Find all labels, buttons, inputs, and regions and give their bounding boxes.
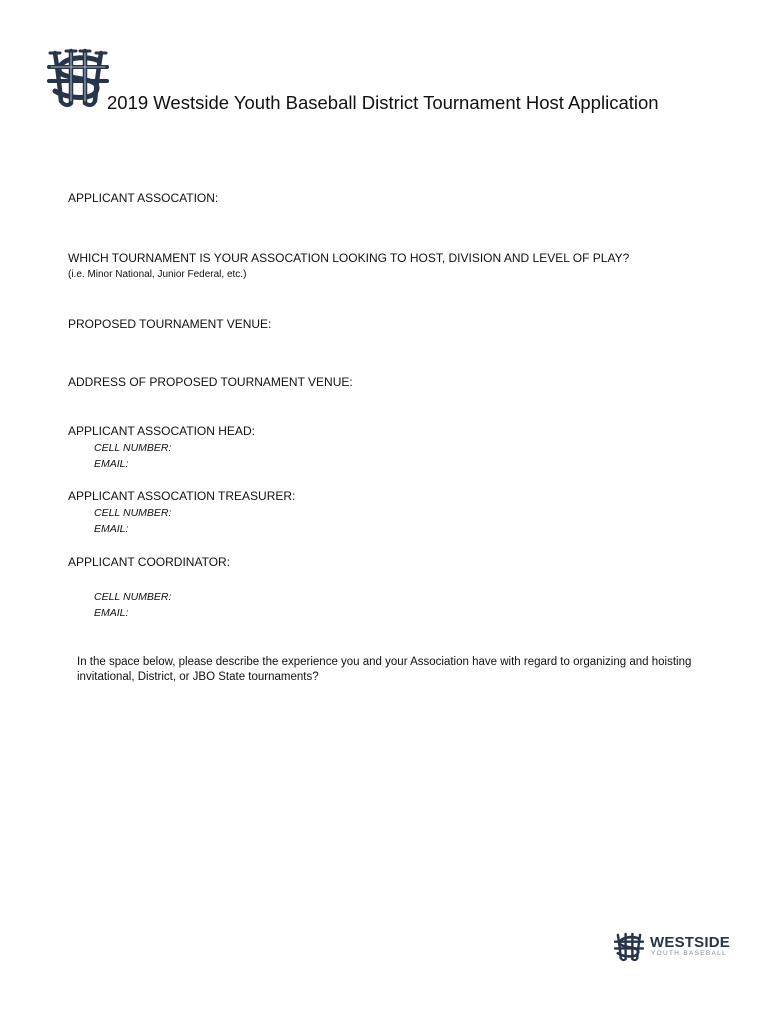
westside-logo-icon [47, 45, 109, 109]
applicant-coordinator-email-label: EMAIL: [94, 607, 129, 619]
westside-logo-icon [614, 931, 644, 962]
footer-brand-subtitle: YOUTH BASEBALL [651, 950, 727, 957]
applicant-association-label: APPLICANT ASSOCATION: [68, 191, 219, 205]
applicant-coordinator-label: APPLICANT COORDINATOR: [68, 555, 231, 569]
association-treasurer-email-label: EMAIL: [94, 523, 129, 535]
page-title: 2019 Westside Youth Baseball District Tournament Host Application [107, 92, 659, 113]
applicant-coordinator-cell-label: CELL NUMBER: [94, 591, 172, 603]
association-treasurer-cell-label: CELL NUMBER: [94, 507, 172, 519]
association-treasurer-label: APPLICANT ASSOCATION TREASURER: [68, 489, 296, 503]
association-head-email-label: EMAIL: [94, 458, 129, 470]
which-tournament-label: WHICH TOURNAMENT IS YOUR ASSOCATION LOOKING TO HOST, DIVISION AND LEVEL OF PLAY? [68, 251, 630, 265]
association-head-label: APPLICANT ASSOCATION HEAD: [68, 424, 255, 438]
venue-address-label: ADDRESS OF PROPOSED TOURNAMENT VENUE: [68, 375, 353, 389]
footer-brand-name: WESTSIDE [650, 934, 730, 951]
which-tournament-note: (i.e. Minor National, Junior Federal, etc.) [68, 269, 247, 280]
footer-brand-logo [614, 931, 732, 963]
proposed-venue-label: PROPOSED TOURNAMENT VENUE: [68, 317, 272, 331]
association-head-cell-label: CELL NUMBER: [94, 442, 172, 454]
experience-prompt: In the space below, please describe the experience you and your Association have with regard to organizing and hoisting invitational, District, or JBO State tournaments? [77, 656, 692, 683]
